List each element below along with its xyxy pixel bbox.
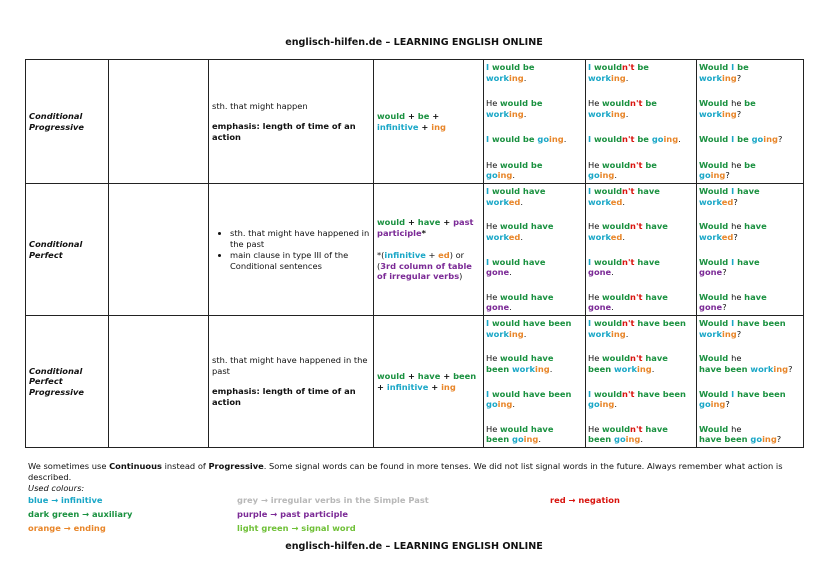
conditional-tenses-table	[25, 59, 804, 448]
question-cell	[697, 316, 804, 448]
example-sentence: He would have worked.	[486, 221, 554, 242]
use-bullet: • sth. that might have happened in the past	[230, 228, 370, 250]
page-header: englisch-hilfen.de – LEARNING ENGLISH ONLINE	[285, 37, 543, 48]
use-text: sth. that might happen	[212, 100, 308, 111]
affirmative-cell	[484, 316, 586, 448]
example-sentence: I wouldn't have worked.	[588, 186, 660, 207]
use-cell	[209, 316, 374, 448]
example-sentence: I wouldn't have been going.	[588, 388, 686, 410]
example-sentence: I would be working.	[486, 62, 535, 83]
negative-cell	[586, 60, 697, 184]
use-bullet: • main clause in type III of the Conditional sentences	[230, 250, 370, 272]
use-text: sth. that might have happened in the past	[212, 355, 368, 376]
used-colours-label: Used colours:	[28, 483, 85, 493]
use-emphasis: emphasis: length of time of an action	[212, 386, 356, 407]
example-sentence: He wouldn't be going.	[588, 159, 657, 181]
form-cell	[374, 316, 484, 448]
example-sentence: Would I have been going?	[699, 388, 786, 410]
form-formula: would + have + been + infinitive + ing	[377, 371, 477, 392]
legend-item: red → negation	[550, 495, 620, 505]
example-sentence: He would have been going.	[486, 423, 554, 445]
tense-name: Conditional Perfect Progressive	[26, 316, 109, 448]
example-sentence: He would have gone.	[486, 291, 554, 313]
example-sentence: He would have been working.	[486, 353, 554, 374]
example-sentence: Would he have gone?	[699, 291, 767, 313]
legend-item: purple → past participle	[237, 509, 349, 519]
signal-words-cell	[109, 60, 209, 184]
example-sentence: He wouldn't have gone.	[588, 291, 668, 313]
example-sentence: Would I be working?	[699, 62, 749, 83]
usage-note: We sometimes use Continuous instead of Progressive. Some signal words can be found in more tenses. We did not list signal words in the future. Always remember what action is described.	[28, 461, 783, 482]
negative-cell	[586, 316, 697, 448]
legend-item: light green → signal word	[237, 523, 356, 533]
example-sentence: Would I have gone?	[699, 256, 760, 278]
example-sentence: Would he have worked?	[699, 221, 767, 242]
legend-item: blue → infinitive	[28, 495, 103, 505]
example-sentence: Would I have been working?	[699, 318, 786, 339]
example-sentence: He wouldn't have been working.	[588, 353, 668, 374]
form-formula: would + have + past participle*	[377, 217, 474, 238]
example-sentence: I would be going.	[486, 134, 567, 145]
tense-row	[26, 316, 804, 448]
tense-row	[26, 184, 804, 316]
example-sentence: I would have gone.	[486, 256, 546, 278]
form-note: *(infinitive + ed) or (3rd column of table of irregular verbs)	[377, 250, 472, 282]
tense-name: Conditional Perfect	[26, 184, 109, 316]
tense-row	[26, 60, 804, 184]
example-sentence: I wouldn't have been working.	[588, 318, 686, 339]
example-sentence: Would he have been going?	[699, 423, 782, 445]
example-sentence: He would be going.	[486, 159, 543, 181]
example-sentence: I wouldn't be working.	[588, 62, 649, 83]
example-sentence: I would have been working.	[486, 318, 572, 339]
legend-item: dark green → auxiliary	[28, 509, 133, 519]
example-sentence: Would he be working?	[699, 98, 756, 119]
example-sentence: Would he be going?	[699, 159, 756, 181]
example-sentence: He would be working.	[486, 98, 543, 119]
legend-item: grey → irregular verbs in the Simple Past	[237, 495, 429, 505]
page-footer: englisch-hilfen.de – LEARNING ENGLISH ONLINE	[285, 541, 543, 552]
question-cell	[697, 60, 804, 184]
example-sentence: I wouldn't have gone.	[588, 256, 660, 278]
example-sentence: I would have worked.	[486, 186, 546, 207]
signal-words-cell	[109, 184, 209, 316]
affirmative-cell	[484, 60, 586, 184]
example-sentence: He wouldn't have worked.	[588, 221, 668, 242]
example-sentence: He wouldn't be working.	[588, 98, 657, 119]
use-cell	[209, 60, 374, 184]
legend-item: orange → ending	[28, 523, 106, 533]
negative-cell	[586, 184, 697, 316]
example-sentence: Would he have been working?	[699, 353, 793, 374]
use-cell	[209, 184, 374, 316]
use-emphasis: emphasis: length of time of an action	[212, 120, 356, 142]
form-cell	[374, 184, 484, 316]
example-sentence: I would have been going.	[486, 388, 572, 410]
example-sentence: I wouldn't be going.	[588, 134, 681, 145]
form-formula: would + be + infinitive + ing	[377, 111, 446, 132]
example-sentence: Would I be going?	[699, 134, 783, 145]
signal-words-cell	[109, 316, 209, 448]
question-cell	[697, 184, 804, 316]
example-sentence: He wouldn't have been going.	[588, 423, 668, 445]
form-cell	[374, 60, 484, 184]
affirmative-cell	[484, 184, 586, 316]
tense-name: Conditional Progressive	[26, 60, 109, 184]
example-sentence: Would I have worked?	[699, 186, 760, 207]
